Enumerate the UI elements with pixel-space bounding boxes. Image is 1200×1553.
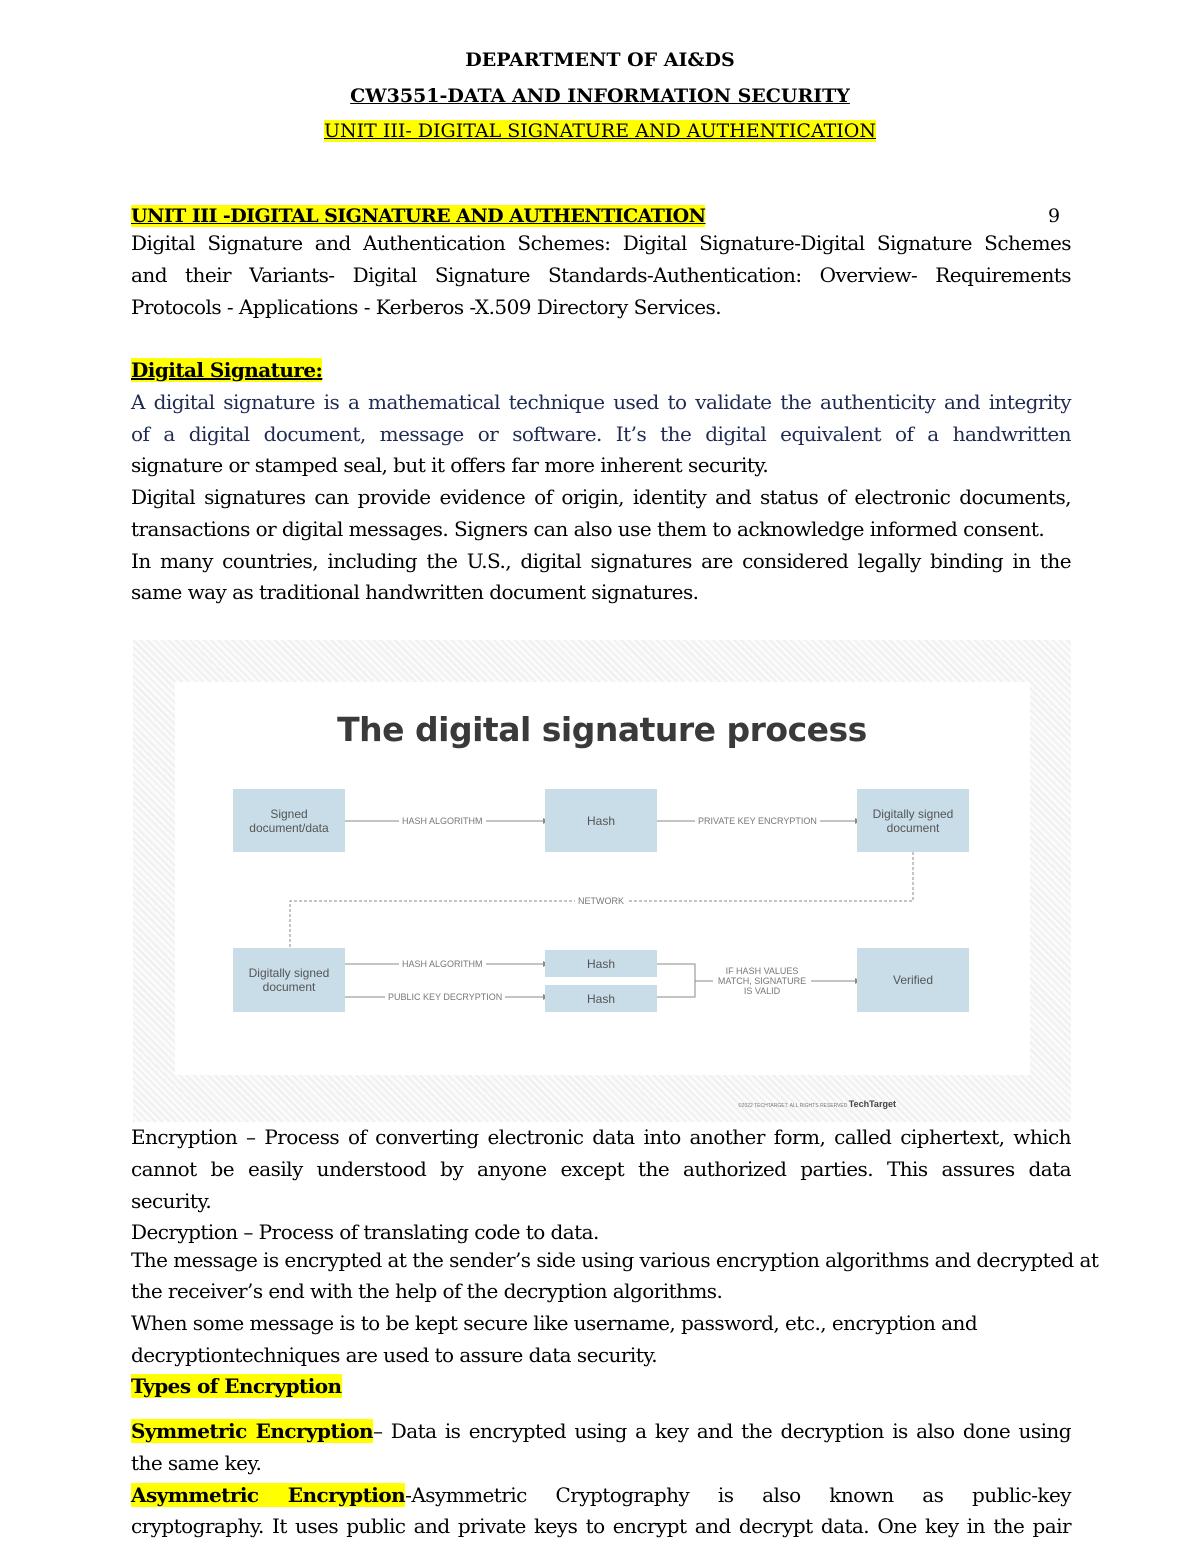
ds-para2-line-4: same way as traditional handwritten document signatures.: [131, 580, 699, 604]
digitally-signed-box-bottom: Digitally signed document: [233, 948, 345, 1012]
ds-para2-line-1: Digital signatures can provide evidence of origin, identity and status of electronic documents,: [131, 485, 1071, 509]
ds-para2-line-2: transactions or digital messages. Signers can also use them to acknowledge informed consent.: [131, 517, 1045, 541]
label-private-key-encryption: PRIVATE KEY ENCRYPTION: [695, 816, 820, 826]
label-public-key-decryption: PUBLIC KEY DECRYPTION: [385, 992, 505, 1002]
ds-para1-line-2: of a digital document, message or software. It’s the digital equivalent of a handwritten: [131, 422, 1071, 446]
enc-line-8: decryptiontechniques are used to assure data security.: [131, 1343, 658, 1367]
department-title: DEPARTMENT OF AI&DS: [465, 49, 735, 71]
types-of-encryption-heading: Types of Encryption: [131, 1374, 342, 1398]
syllabus-line-1: Digital Signature and Authentication Schemes: Digital Signature-Digital Signature Schemes: [131, 231, 1071, 255]
unit-title: UNIT III- DIGITAL SIGNATURE AND AUTHENTICATION: [323, 120, 877, 142]
signed-document-box: Signed document/data: [233, 789, 345, 852]
symmetric-term: Symmetric Encryption: [131, 1419, 373, 1443]
symmetric-line-1: Symmetric Encryption– Data is encrypted using a key and the decryption is also done using: [131, 1419, 1071, 1443]
digital-signature-heading: Digital Signature:: [131, 358, 323, 382]
syllabus-line-3: Protocols - Applications - Kerberos -X.509 Directory Services.: [131, 295, 722, 319]
verified-box: Verified: [857, 948, 969, 1012]
syllabus-heading: UNIT III -DIGITAL SIGNATURE AND AUTHENTICATION 9: [131, 201, 1071, 233]
asymmetric-line-2: cryptography. It uses public and private keys to encrypt and decrypt data. One key in the pair: [131, 1514, 1071, 1538]
label-if-hash-values: IF HASH VALUES MATCH, SIGNATURE IS VALID: [713, 966, 811, 996]
asymmetric-term: Asymmetric Encryption: [131, 1483, 406, 1507]
syllabus-line-2: and their Variants- Digital Signature Standards-Authentication: Overview- Requirements: [131, 263, 1071, 287]
digital-signature-diagram: [133, 640, 1071, 1122]
enc-line-5: The message is encrypted at the sender’s side using various encryption algorithms and decrypted at: [131, 1248, 1099, 1272]
label-hash-algorithm-bottom: HASH ALGORITHM: [399, 959, 486, 969]
asymmetric-line-1: Asymmetric Encryption-Asymmetric Cryptography is also known as public-key: [131, 1483, 1072, 1507]
diagram-title: The digital signature process: [337, 710, 867, 749]
decryption-line: Decryption – Process of translating code to data.: [131, 1220, 599, 1244]
ds-para1-line-3: signature or stamped seal, but it offers far more inherent security.: [131, 453, 769, 477]
enc-line-3: security.: [131, 1189, 212, 1213]
ds-para2-line-3: In many countries, including the U.S., digital signatures are considered legally binding in the: [131, 549, 1071, 573]
techtarget-logo: TechTarget: [848, 1099, 896, 1109]
ds-para1-line-1: A digital signature is a mathematical technique used to validate the authenticity and integrity: [131, 390, 1071, 414]
hash-box-top: Hash: [545, 789, 657, 852]
enc-line-1: Encryption – Process of converting electronic data into another form, called ciphertext, which: [131, 1125, 1071, 1149]
digitally-signed-box-top: Digitally signed document: [857, 789, 969, 852]
enc-line-7: When some message is to be kept secure like username, password, etc., encryption and: [131, 1311, 978, 1335]
syllabus-hours: 9: [1048, 205, 1060, 227]
diagram-credit: ©2022 TECHTARGET. ALL RIGHTS RESERVED TechTarget: [738, 1099, 896, 1109]
label-network: NETWORK: [575, 896, 627, 906]
course-title: CW3551-DATA AND INFORMATION SECURITY: [350, 85, 850, 107]
hash-box-middle: Hash: [545, 950, 657, 977]
enc-line-6: the receiver’s end with the help of the decryption algorithms.: [131, 1279, 723, 1303]
hash-box-lower: Hash: [545, 985, 657, 1012]
label-hash-algorithm-top: HASH ALGORITHM: [399, 816, 486, 826]
enc-line-2: cannot be easily understood by anyone except the authorized parties. This assures data: [131, 1157, 1071, 1181]
symmetric-line-2: the same key.: [131, 1451, 262, 1475]
